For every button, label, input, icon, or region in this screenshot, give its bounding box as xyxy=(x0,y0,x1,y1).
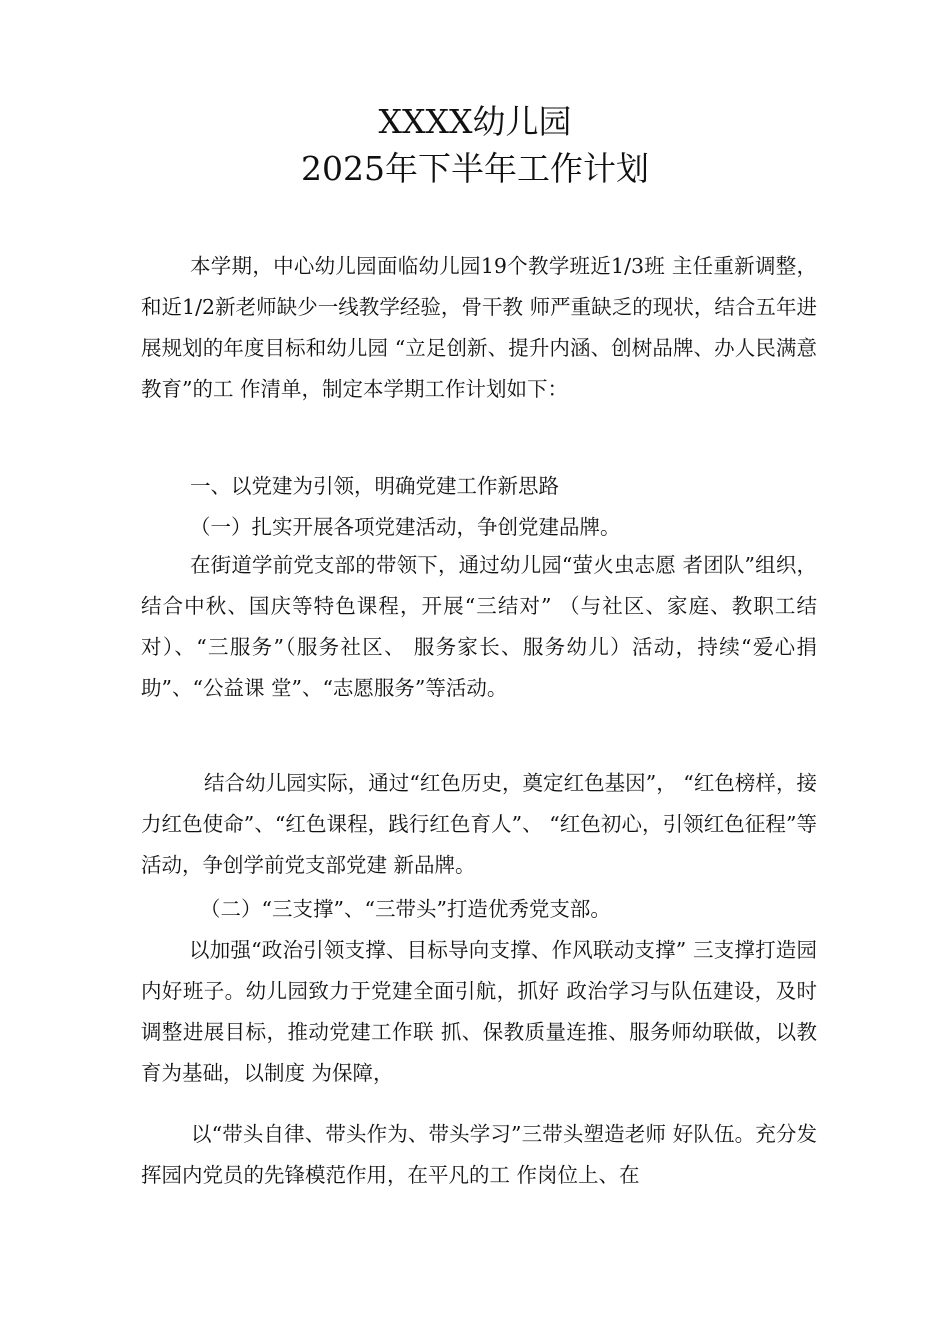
subsection1-paragraph2: 结合幼儿园实际，通过“红色历史，奠定红色基因”， “红色榜样，接力红色使命”、“红色课程，践行红色育人”、 “红色初心，引领红色征程”等活动，争创学前党支部党建 新品牌。 xyxy=(141,771,817,877)
subsection2-paragraph2: 以“带头自律、带头作为、带头学习”三带头塑造老师 好队伍。充分发挥园内党员的先锋模范作用，在平凡的工 作岗位上、在 xyxy=(141,1122,817,1187)
document-title-line1: XXXX幼儿园 xyxy=(378,102,572,141)
subsection2-paragraph1: 以加强“政治引领支撑、目标导向支撑、作风联动支撑” 三支撑打造园内好班子。幼儿园致力于党建全面引航，抓好 政治学习与队伍建设，及时调整进展目标，推动党建工作联 抓、保教质量连推、服务师幼联做，以教育为基础，以制度 为保障， xyxy=(141,938,817,1085)
section1-heading: 一、以党建为引领，明确党建工作新思路 xyxy=(190,474,559,498)
document-title-line2: 2025年下半年工作计划 xyxy=(301,149,649,188)
intro-paragraph: 本学期，中心幼儿园面临幼儿园19个教学班近1/3班 主任重新调整，和近1/2新老师缺少一线教学经验，骨干教 师严重缺乏的现状，结合五年进展规划的年度目标和幼儿园 “立足创新、提升内涵、创树品牌、办人民满意教育”的工 作清单，制定本学期工作计划如下： xyxy=(141,254,817,401)
subsection1-heading: （一）扎实开展各项党建活动，争创党建品牌。 xyxy=(190,515,621,539)
subsection2-heading: （二）“三支撑”、“三带头”打造优秀党支部。 xyxy=(200,897,611,921)
subsection1-paragraph1: 在街道学前党支部的带领下，通过幼儿园“萤火虫志愿 者团队”组织，结合中秋、国庆等特色课程，开展“三结对” （与社区、家庭、教职工结对）、“三服务”（服务社区、 服务家长、服务幼儿）活动，持续“爱心捐助”、“公益课 堂”、“志愿服务”等活动。 xyxy=(141,553,817,700)
